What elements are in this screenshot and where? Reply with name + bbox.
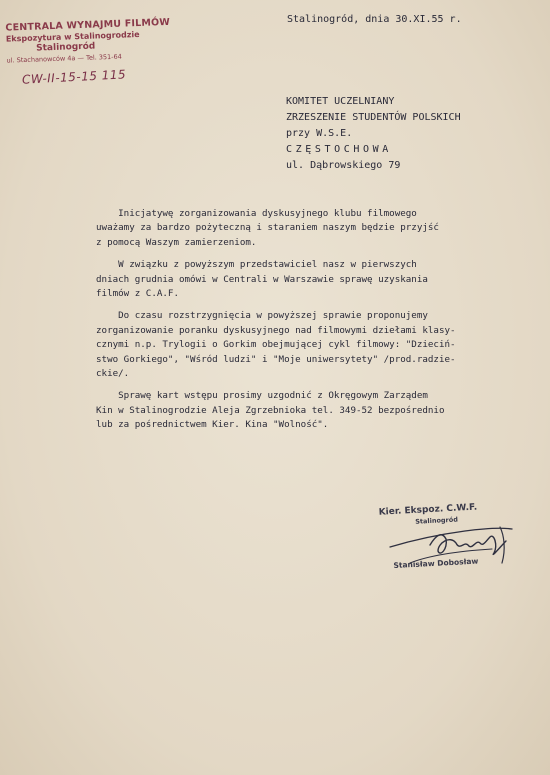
- addressee-line: KOMITET UCZELNIANY: [286, 96, 395, 107]
- date-line: Stalinogród, dnia 30.XI.55 r.: [287, 14, 462, 25]
- addressee-city: CZĘSTOCHOWA: [286, 144, 392, 155]
- stamp-city: Stalinogród: [36, 41, 96, 54]
- reference-number: CW-II-15-15 115: [21, 67, 127, 87]
- stamp-title: CENTRALA WYNAJMU FILMÓW: [5, 16, 171, 34]
- letter-body: [96, 207, 526, 441]
- addressee-block: [286, 94, 461, 174]
- stamp-subtitle: Ekspozytura w Stalinogrodzie: [5, 29, 140, 44]
- body-paragraph: W związku z powyższym przedstawiciel nasz w pierwszych dniach grudnia omówi w Centrali w Warszawie sprawę uzyskania filmów z C.A.F.: [96, 259, 428, 300]
- signature-stamp-title: Kier. Ekspoz. C.W.F.: [378, 502, 478, 518]
- signature-stamp-city: Stalinogród: [415, 515, 459, 526]
- addressee-line: przy W.S.E.: [286, 128, 353, 139]
- handwritten-signature: [380, 505, 530, 580]
- addressee-street: ul. Dąbrowskiego 79: [286, 160, 401, 171]
- signature-stamp-name: Stanisław Dobosław: [393, 556, 479, 570]
- body-paragraph: Sprawę kart wstępu prosimy uzgodnić z Okręgowym Zarządem Kin w Stalinogrodzie Aleja Zgrzebnioka tel. 349-52 bezpośrednio lub za pośrednictwem Kier. Kina "Wolność".: [96, 390, 445, 431]
- addressee-line: ZRZESZENIE STUDENTÓW POLSKICH: [286, 112, 461, 123]
- body-paragraph: Do czasu rozstrzygnięcia w powyższej sprawie proponujemy zorganizowanie poranku dyskusyjnego nad filmowymi dziełami klasy- cznymi n.p. Trylogii o Gorkim obejmującej cykl filmowy: "Dzieciń- stwo Gorkiego", "Wśród ludzi" i "Moje uniwersytety" /prod.radzie- ckie/.: [96, 310, 456, 380]
- body-paragraph: Inicjatywę zorganizowania dyskusyjnego klubu filmowego uważamy za bardzo pożyteczną i staraniem naszym będzie przyjść z pomocą Waszym zamierzeniom.: [96, 208, 439, 248]
- header-stamp: [5, 16, 171, 66]
- stamp-address: ul. Stachanowców 4a — Tel. 351-64: [6, 52, 123, 65]
